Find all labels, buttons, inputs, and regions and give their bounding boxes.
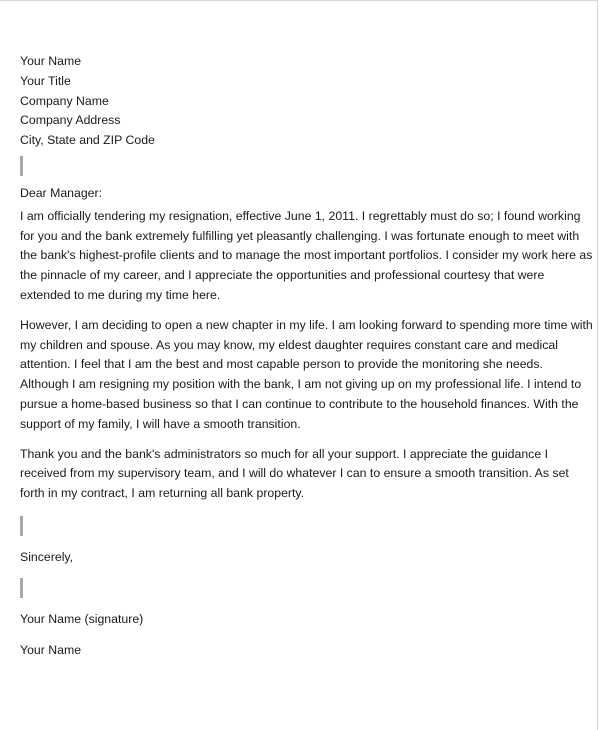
salutation: Dear Manager: (20, 185, 103, 200)
sender-name: Your Name (20, 54, 82, 68)
sender-title: Your Title (20, 73, 71, 88)
blank-line-marker (20, 156, 23, 176)
paragraph-3 (20, 445, 569, 504)
letter-body (20, 52, 593, 660)
paragraph-line: I am officially tendering my resignation, effective June 1, 2011. I regrettably must do so; I found working (20, 208, 581, 223)
paragraph-line: received from my supervisory team, and I will do whatever I can to ensure a smooth transition. As set (20, 466, 569, 481)
sender-company-address: Company Address (20, 113, 121, 128)
paragraph-line: for you and the bank extremely fulfilling yet pleasantly challenging. I was fortunate enough to meet with (20, 228, 580, 243)
blank-line-marker (20, 516, 23, 536)
paragraph-line: support of my family, I will have a smooth transition. (20, 416, 301, 431)
paragraph-line: the pinnacle of my career, and I appreciate the opportunities and professional courtesy that were (20, 268, 545, 283)
sender-city-state-zip: City, State and ZIP Code (20, 133, 155, 148)
paragraph-1 (20, 207, 593, 306)
paragraph-line: Although I am resigning my position with the bank, I am not giving up on my professional life. I intend to (20, 377, 582, 392)
sender-block (20, 52, 560, 151)
printed-name: Your Name (20, 642, 82, 657)
paragraph-line: extended to me during my time here. (20, 287, 221, 302)
paragraph-line: Thank you and the bank's administrators so much for all your support. I appreciate the guidance I (20, 446, 548, 461)
closing: Sincerely, (20, 549, 74, 564)
paragraph-2 (20, 316, 593, 435)
paragraph-line: forth in my contract, I am returning all bank property. (20, 486, 305, 501)
signature-line: Your Name (signature) (20, 611, 144, 626)
paragraph-line: pursue a home-based business so that I can continue to contribute to the household finances. With the (20, 396, 579, 411)
paragraph-line: However, I am deciding to open a new chapter in my life. I am looking forward to spending more time with (20, 317, 593, 332)
paragraph-line: the bank's highest-profile clients and to manage the most important portfolios. I consider my work here as (20, 248, 593, 263)
paragraph-line: my children and spouse. As you may know, my eldest daughter requires constant care and medical (20, 337, 558, 352)
sender-company-name: Company Name (20, 93, 109, 108)
blank-line-marker (20, 578, 23, 598)
paragraph-line: attention. I feel that I am the best and most capable person to provide the monitoring she needs. (20, 357, 543, 372)
